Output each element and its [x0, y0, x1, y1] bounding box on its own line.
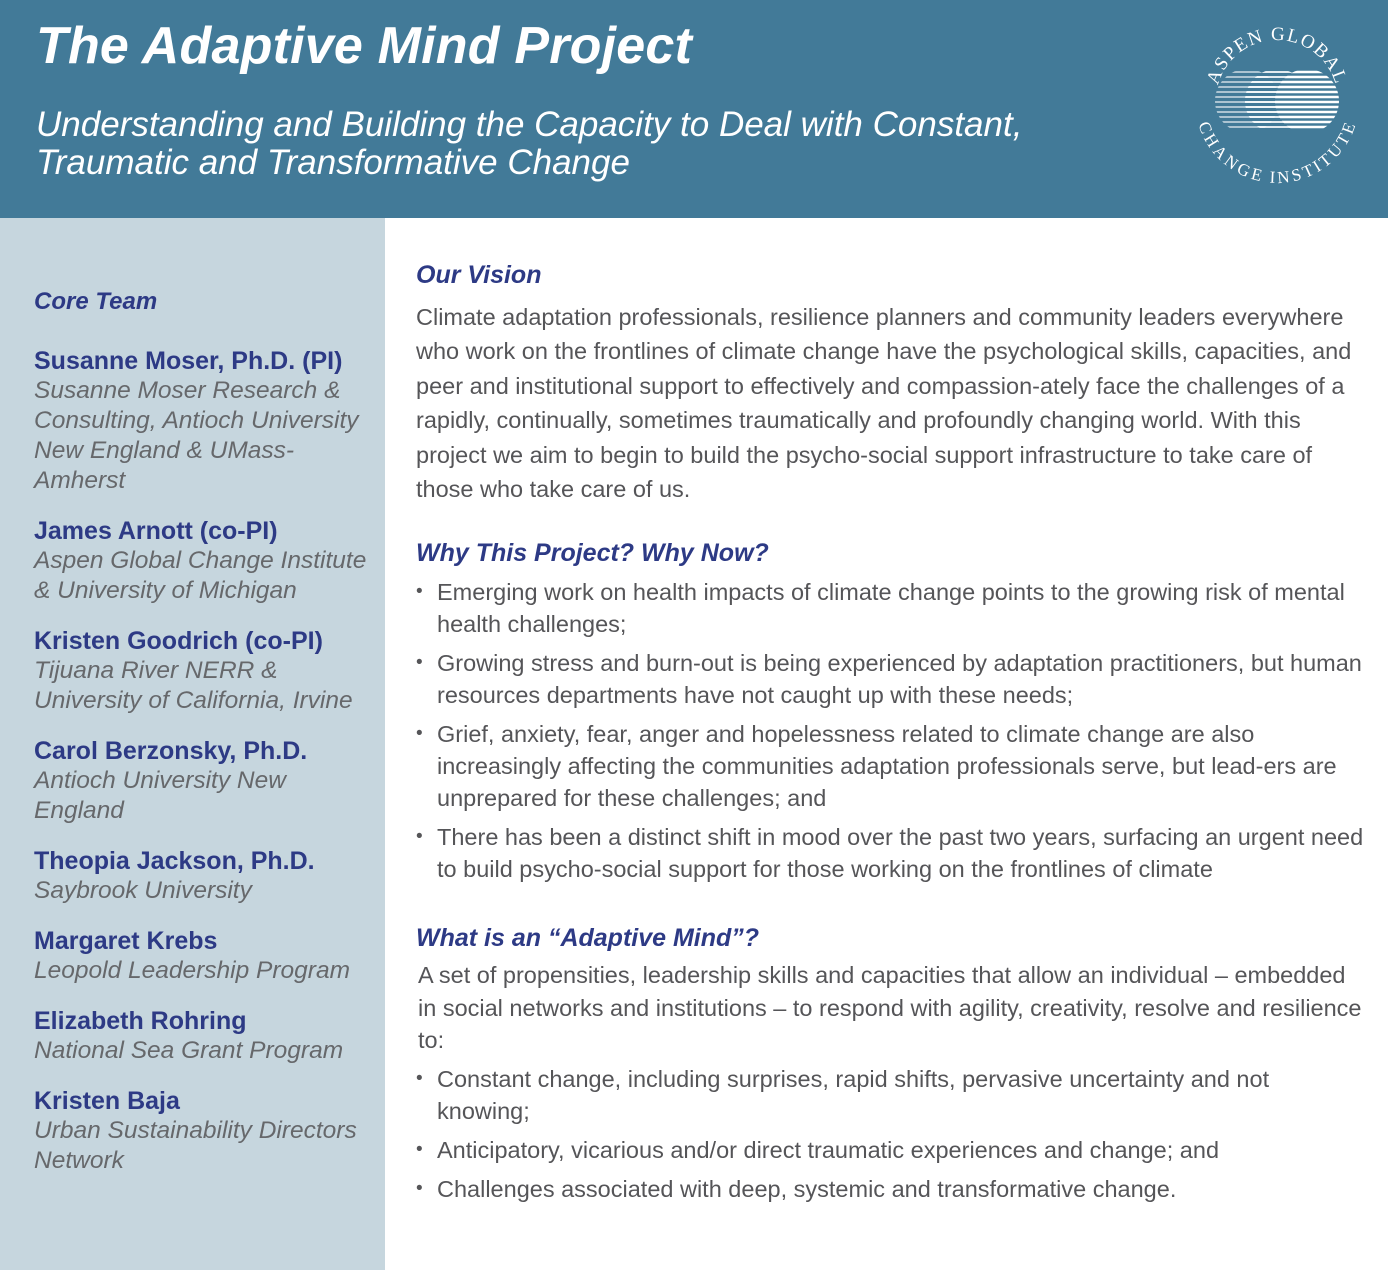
page-subtitle: Understanding and Building the Capacity to Deal with Constant, Traumatic and Transformative Change: [36, 105, 1023, 182]
core-team-heading: Core Team: [34, 288, 158, 315]
main-content: [416, 258, 1366, 1212]
team-member: [34, 1086, 374, 1176]
member-name: Carol Berzonsky, Ph.D.: [34, 737, 308, 765]
list-item: • Emerging work on health impacts of climate change points to the growing risk of mental health challenges;: [416, 576, 1366, 640]
member-name: James Arnott (co-PI): [34, 517, 278, 545]
team-member: [34, 846, 374, 906]
adaptive-bullet-list: [416, 1063, 1366, 1205]
team-member: [34, 736, 374, 826]
member-affiliation: Aspen Global Change Institute & University of Michigan: [34, 547, 367, 604]
vision-section: [416, 258, 1366, 506]
member-name: Kristen Goodrich (co-PI): [34, 627, 323, 655]
logo-top-text: ASPEN GLOBAL: [1202, 23, 1352, 88]
member-name: Margaret Krebs: [34, 927, 218, 955]
list-item: • There has been a distinct shift in mood over the past two years, surfacing an urgent need to build psycho-social support for those working on the frontlines of climate: [416, 821, 1366, 885]
team-member-list: [34, 346, 374, 1196]
member-affiliation: Saybrook University: [34, 877, 252, 904]
member-affiliation: Susanne Moser Research & Consulting, Antioch University New England & UMass-Amherst: [34, 377, 359, 494]
member-name: Kristen Baja: [34, 1087, 180, 1115]
core-team-sidebar: [0, 218, 385, 1270]
member-affiliation: Urban Sustainability Directors Network: [34, 1117, 357, 1174]
adaptive-mind-heading: What is an “Adaptive Mind”?: [416, 924, 760, 953]
team-member: [34, 516, 374, 606]
member-affiliation: Leopold Leadership Program: [34, 957, 350, 984]
why-heading: Why This Project? Why Now?: [416, 539, 769, 568]
team-member: [34, 346, 374, 496]
list-item: • Challenges associated with deep, systemic and transformative change.: [416, 1173, 1366, 1205]
member-name: Theopia Jackson, Ph.D.: [34, 847, 315, 875]
list-item: • Constant change, including surprises, rapid shifts, pervasive uncertainty and not knowing;: [416, 1063, 1366, 1127]
member-affiliation: Tijuana River NERR & University of California, Irvine: [34, 657, 353, 714]
list-item: • Grief, anxiety, fear, anger and hopelessness related to climate change are also increasingly affecting the communities adaptation professionals serve, but lead-ers are unprepared for these challenges; and: [416, 718, 1366, 814]
team-member: [34, 926, 374, 986]
team-member: [34, 626, 374, 716]
member-affiliation: National Sea Grant Program: [34, 1037, 344, 1064]
member-affiliation: Antioch University New England: [34, 767, 286, 824]
vision-text: Climate adaptation professionals, resilience planners and community leaders everywhere who work on the frontlines of climate change have the psychological skills, capacities, and peer and institutional support to effectively and compassion-ately face the challenges of a rapidly, continually, sometimes traumatically and profoundly changing world. With this project we aim to begin to build the psycho-social support infrastructure to take care of those who take care of us.: [416, 304, 1352, 503]
page-title: The Adaptive Mind Project: [36, 17, 693, 75]
logo-bottom-text: CHANGE INSTITUTE: [1194, 118, 1360, 186]
svg-text:CHANGE INSTITUTE: [1194, 119, 1359, 186]
member-name: Susanne Moser, Ph.D. (PI): [34, 347, 343, 375]
aspen-global-change-institute-logo: [1192, 16, 1362, 186]
adaptive-mind-section: [416, 921, 1366, 1205]
header-banner: [0, 0, 1388, 218]
list-item: • Anticipatory, vicarious and/or direct traumatic experiences and change; and: [416, 1134, 1366, 1166]
list-item: • Growing stress and burn-out is being experienced by adaptation practitioners, but human resources departments have not caught up with these needs;: [416, 647, 1366, 711]
member-name: Elizabeth Rohring: [34, 1007, 247, 1035]
vision-heading: Our Vision: [416, 261, 542, 289]
team-member: [34, 1006, 374, 1066]
why-bullet-list: [416, 576, 1366, 885]
adaptive-mind-text: A set of propensities, leadership skills and capacities that allow an individual – embedded in social networks and institutions – to respond with agility, creativity, resolve and resilience to:: [418, 962, 1362, 1054]
why-section: [416, 536, 1366, 885]
